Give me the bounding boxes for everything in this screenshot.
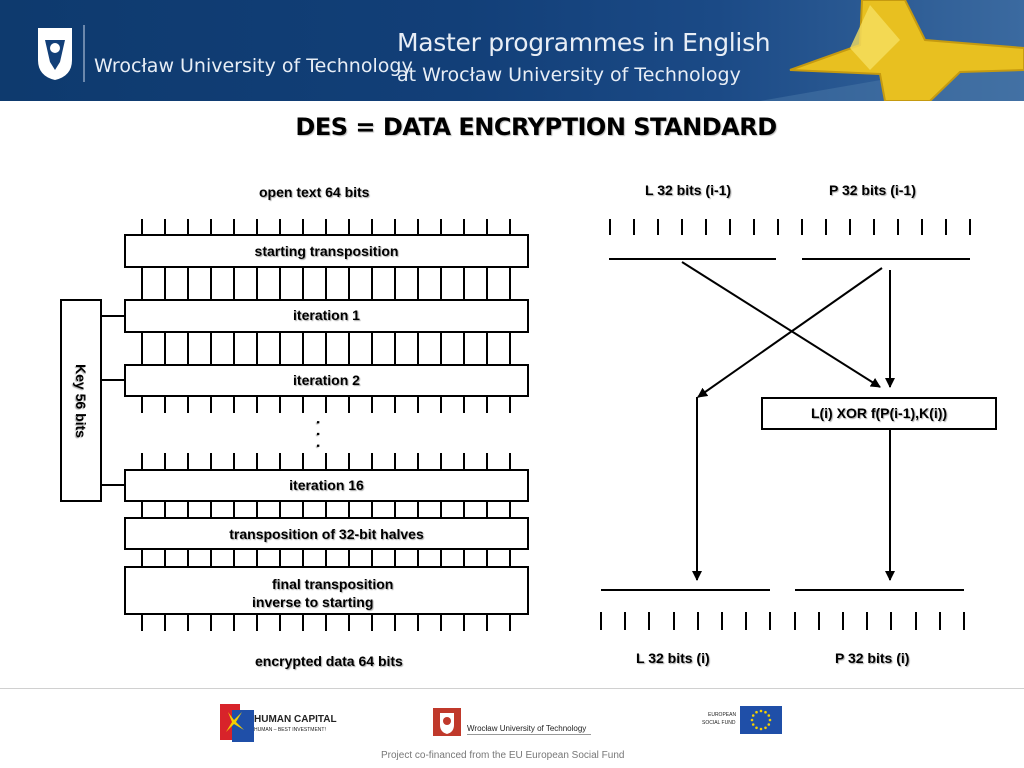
eu-star [760,728,763,731]
stage-starting-transposition [124,234,529,268]
eu-logo [700,706,782,736]
header-programme-subtitle: at Wrocław University of Technology [397,64,741,86]
key-box [60,299,102,502]
stage-label: iteration 2 [293,372,360,388]
key-label: Key 56 bits [73,363,89,438]
l-output-label: L 32 bits (i) [636,650,710,666]
eu-line2: SOCIAL FUND [702,720,736,726]
stage-final-transposition [124,566,529,615]
input-label: open text 64 bits [259,184,370,200]
cross-arrow-to-left [698,268,882,397]
ellipsis-dots: · · · [309,420,326,450]
footer-divider [0,688,1024,689]
stage-label: iteration 1 [293,307,360,323]
key-connectors [101,316,126,485]
footer-university-name: Wrocław University of Technology [467,724,587,733]
p-input-label: P 32 bits (i-1) [829,182,916,198]
eu-star [764,711,767,714]
p-output-label: P 32 bits (i) [835,650,910,666]
human-capital-title: HUMAN CAPITAL [254,714,337,725]
stage-iteration-16 [124,469,529,502]
eu-star [768,714,771,717]
formula-label: L(i) XOR f(P(i-1),K(i)) [810,405,948,421]
eu-star [760,710,763,713]
eu-star [764,727,767,730]
stage-label: starting transposition [254,243,399,259]
cross-arrow-to-formula [682,262,880,387]
stage-label: iteration 16 [289,477,364,493]
eu-star [769,719,772,722]
header-university-name: Wrocław University of Technology [94,55,413,77]
eu-star [752,714,755,717]
output-label: encrypted data 64 bits [255,653,403,669]
l-input-label: L 32 bits (i-1) [645,182,732,198]
stage-label: transposition of 32-bit halves [229,525,424,542]
stage-transposition-halves [124,517,529,550]
footer-note: Project co-financed from the EU European Social Fund [381,750,625,761]
eu-star [755,711,758,714]
footer-university-logo [433,708,603,738]
final-line2: inverse to starting [252,594,374,610]
eu-star [751,719,754,722]
eu-star [752,723,755,726]
human-capital-logo [220,700,350,745]
stage-iteration-1 [124,299,529,333]
eu-star [768,723,771,726]
eu-flag-icon [740,706,782,734]
human-capital-subtitle: HUMAN – BEST INVESTMENT! [254,727,326,733]
header-programme-title: Master programmes in English [397,28,771,57]
final-line1: final transposition [272,576,394,592]
stage-iteration-2 [124,364,529,397]
eu-star [755,727,758,730]
eu-line1: EUROPEAN [708,712,737,718]
xor-formula-box [761,397,997,430]
page-title: DES = DATA ENCRYPTION STANDARD [295,113,777,141]
